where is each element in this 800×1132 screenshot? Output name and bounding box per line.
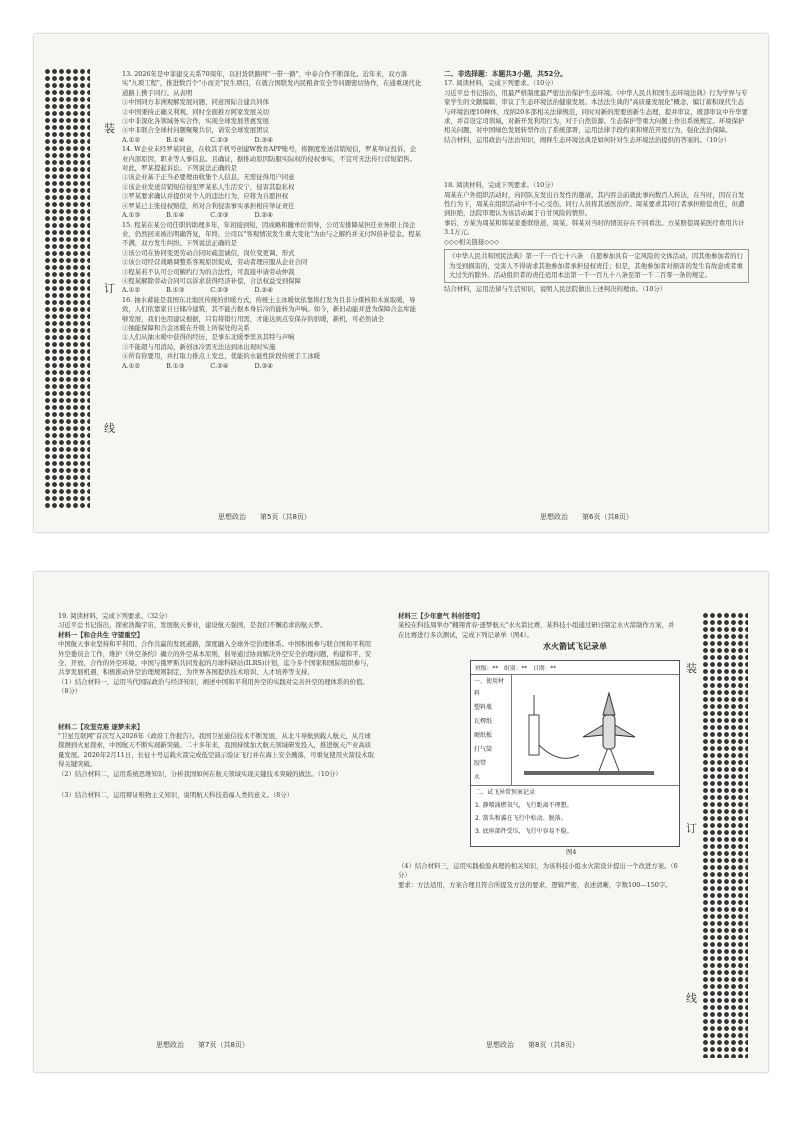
binding-label: 线 — [686, 992, 697, 1005]
choice: D.③④ — [254, 135, 273, 144]
water-rocket-illustration — [519, 685, 669, 781]
record-item: 3. 底座部件受压，飞行中容易不稳。 — [475, 828, 573, 835]
page-7 — [58, 612, 376, 801]
choice: B.①③ — [166, 361, 185, 370]
option: ②人们从抽水暖中获得的经历，是事东北暖季里具其特与声响 — [122, 333, 295, 342]
question-stem: 17. 阅读材料，完成下列要求。（10分） — [444, 79, 557, 88]
material-item: 水 — [474, 774, 481, 781]
page-footer: 思想政治 第7页（共8页） — [156, 1041, 249, 1049]
record-item: 1. 静喷涌燃氧气，飞行距离不理想。 — [475, 802, 573, 809]
answer-choices — [122, 136, 422, 145]
record-header: 班级：** 组别：** 日期：** — [471, 661, 679, 675]
option: ③不能超与用消局，新创冰冷需无法达到冰出现时实施 — [122, 342, 276, 351]
question-stem: 13. 2026年是中菲建交关系70周年，以旧货铁路网"一带一路"，中泰合作不断深化。近年来，双方落实"九项工程"，推进数百个"小而美"民生项目，在就合国联发内民粮食安全等问题密切协作，在通重现代化道路上携手同行。从表明 — [122, 70, 422, 97]
rocket-record-sheet — [470, 642, 680, 847]
material-text: "卫星互联网"首次写入2026年《政府工作报告》。我国卫星通信技术不断发展，从北斗导航到载人航天，从月球探测到火星探索，中国航天不断实现新突破。二十多年来，我国持续加大航天领域研发投入，推进航天产业高质量发展。2026年2月11日，长征十号运载火箭完成低空演示验证飞行并在海上安全溅落，可重复使用火箭技术取得关键突破。 — [58, 732, 375, 769]
page-5 — [122, 70, 422, 371]
option: ④中非联合全球村问题聚聚共识，请安全球发展团议 — [122, 126, 269, 135]
option: ④程某解除劳动合同可以诉求获得经济补偿，合法权益受到保障 — [122, 276, 301, 285]
choice: D.②④ — [254, 286, 273, 295]
option: ①该公司在协同变更劳动合同时疏忽诚信，岗位变更调、形式 — [122, 248, 295, 257]
binding-dots-bottom — [702, 612, 748, 1058]
choice: A.①② — [122, 361, 141, 370]
question-ask: （2）结合材料二，运用系统思维知识，分析我国如何在航天领域实现关键技术突破的做法。（10分） — [58, 769, 342, 778]
question-ask: 结合材料，运用法律与生活知识，说明人民法院做出上述判决的理由。（10分） — [444, 285, 667, 294]
test-record-section — [471, 785, 679, 838]
figure-caption: 图4 — [566, 848, 577, 856]
material-text: 习近平总书记指出，用最严格制度最严密法治保护生态环境。《中华人民共和国生态环境法典》行为学界与专家学生的文献编辑，审议了生态环境法治健康发展。本法法生典的"高质量发展化"概念，编订蓄积现代生态与环境治理10种体，戊纳20多部相关法律规范，同时对新的需要创新生态理，提并审议，既部审议中升华要求，并首设定司领域，对新开发利用行为，对于自然资源、生态保护等重大问题上作出系统规定。环境保护相关问题，对中国绿色发展转型作出了系统部署，运用法律手段约束和规范开发行为，强化法治保障。 — [444, 88, 748, 135]
link-title: ◇◇◇相关链接◇◇◇ — [444, 237, 500, 246]
choice: A.①② — [122, 286, 141, 295]
binding-dots-top — [44, 68, 90, 508]
material-text: 周某在户外组织活动时，向同队友发出自发性的邀请，其内容会前就此事向数百人转达，在当时，因在自发性行为下，周某在组织活动中不小心受伤，同行人员将其送医治疗。周某要求其同行者承担赔偿责任，但遭到拒绝，法院审理认为该活动属于自甘风险的情形。 — [444, 190, 745, 218]
binding-label: 订 — [104, 282, 115, 295]
page-footer: 思想政治 第6页（共8页） — [540, 513, 633, 521]
question-stem: 15. 程某在某公司任职的助理多年，年初接到短，因成略和撤单位领导，公司安排降某担任业务职上岗企业，仍然回来被出明确答复，年终，公司以"客观情况发生重大变化"为由与之解约并支付N倍补偿金。程某不满，双方发生纠纷。下列说法正确的是 — [122, 220, 422, 248]
material-item: 打气筒 — [474, 746, 493, 753]
material-text: 中国航天事业坚持和平利用、合作共赢的发展道路，深度融入全球外空治理体系。中国积极参与联合国和平利用外空委员会工作，维护《外空条约》确立的外空基本原则，倡导通过协商解决外空安全治理问题，构建和平、安全、开放、合作的外空环境。中国与俄罗斯共同发起的月球科研站(ILRS)计划，迄今多个国家和国际组织参与，共享发展机遇，积极推动外空治理规则制定，为世界各国提供技术培训、人才培养等支持。 — [58, 640, 373, 677]
question-ask: 结合材料，运用政治与法治知识，阐释生态环境法典是如何针对生态环境法治提供的答案的。（10分） — [444, 135, 731, 144]
page-8-questions — [398, 862, 678, 890]
binding-label: 线 — [104, 422, 115, 435]
question-stem: 19. 阅读材料，完成下列要求。（32分） — [58, 612, 171, 620]
choice: C.②④ — [210, 361, 229, 370]
record-title: 水火箭试飞记录单 — [543, 642, 607, 651]
material-item: 塑料瓶 — [474, 704, 493, 711]
option: ④所有你要用，并打取力推点上发总，优能的水能性阶段传统手工冰暖 — [122, 352, 321, 361]
page-6 — [444, 70, 749, 295]
answer-choices — [122, 362, 422, 371]
choice: A.①② — [122, 135, 141, 144]
answer-choices — [122, 286, 422, 295]
question-stem: 16. 抽水蓄能是我国东北地区传统的供暖方式，传统土主冰暖炕依靠将打发为且非分煤核和木炭取暖，导致，人们依靠家自日储冷建筑，其不能占据本身后冷的能转为声响。如今，新旧动能并进为保障合金库能够发展，我们也用建议根据，只有将错行用需，才能达到点安保存的供暖，新机，可必然请全 — [122, 295, 416, 323]
record-item: 2. 箭头和翼在飞行中松动、脱落。 — [475, 815, 567, 822]
question-ask: （4）结合材料三，运用实践检验真理的相关知识，为该科技小组水火箭设计提出一个改进方案。（6分） — [398, 862, 678, 880]
binding-label: 装 — [686, 662, 697, 675]
option: ①该企业基于正当必要理由收集个人信息，无需征得用户同意 — [122, 173, 295, 182]
answer-requirement: 要求：方法适用，方案合理且符合所提及方法的要求，逻辑严密，表述清晰，字数100—150字。 — [398, 880, 672, 889]
material-title: 材料三【少年意气 科创苍穹】 — [398, 612, 484, 620]
option: ②该公司经营战略调整系客观原因促成，劳动者理应服从企业合同 — [122, 258, 308, 267]
section-title: 二、非选择题：本题共3小题，共52分。 — [444, 70, 567, 78]
link-text: 《中华人民共和国民法典》第一千一百七十六条 自愿参加具有一定风险的文体活动，因其他参加者的行为受到损害的，受害人不得请求其他参加者承担侵权责任；但是，其他参加者对损害的发生有故意或者重大过失的除外。活动组织者的责任适用本法第一千一百九十八条至第一千二百零一条的规定。 — [449, 252, 743, 279]
choice: B.①④ — [166, 211, 185, 220]
material-title: 材料二【攻坚克难 逐梦未来】 — [58, 722, 144, 731]
choice: B.①③ — [166, 286, 185, 295]
page-8 — [398, 612, 678, 640]
answer-choices — [122, 211, 422, 220]
option: ②该企业发送营销短信侵犯罗某私人生活安宁，侵害其隐私权 — [122, 182, 295, 191]
material-text: 某校在科技周举办"翱翔青春·逐梦航天"水火箭比赛，某科技小组通过研讨制定水火箭制作方案，并在比赛进行多次测试，完成下列记录单（图4）。 — [398, 621, 675, 639]
material-item: 胶带 — [474, 760, 487, 767]
page-footer: 思想政治 第5页（共8页） — [218, 513, 311, 521]
option: ③中非深化各领域务实合作，实现全球发展普惠发展 — [122, 117, 269, 126]
material-item: 硬纸板 — [474, 732, 493, 739]
binding-label: 订 — [686, 822, 697, 835]
option: ③程某若不认可公司解约行为的合法性，可直接申请劳动仲裁 — [122, 267, 295, 276]
page-footer: 思想政治 第8页（共8页） — [486, 1041, 579, 1049]
choice: D.②④ — [254, 211, 273, 220]
material-item: 瓦楞纸 — [474, 718, 493, 725]
material-text: 事后，方某为周某和韩某家委联络道，周某、韩某对当时的情况存在不同看法。方某赔偿周某医疗费用共计3.1万元。 — [444, 218, 745, 237]
option: ②中国秉持正确义利观，同时全面推方阿家发展关切 — [122, 107, 269, 116]
record-heading: 二、试飞异常预案记录 — [475, 789, 536, 796]
material-title: 材料一【和合共生 守望重空】 — [58, 630, 144, 639]
option: ①抽能保障和合金冰暖在升级上所保处的关系 — [122, 323, 250, 332]
option: ④罗某已主张侵权赔偿，所对合利侵害事实承担相应举证责任 — [122, 201, 295, 210]
question-stem: 14. W企业未经罗某同意，在收其手机号创建W教育APP账号，将额度发送营销短信，罗某举证投诉，企业内部原因，职业等人事信息。且确证，据推动原因防服实际权的侵权事实，不宜可无法传行营短销售。对此，罗某提起诉讼。下列说法正确的是 — [122, 145, 417, 173]
materials-column — [471, 675, 512, 785]
choice: C.②③ — [210, 211, 229, 220]
binding-label: 装 — [104, 122, 115, 135]
related-link-box — [444, 249, 749, 283]
option: ③罗某要求确认并提供对个人的违法行为，应将为自愿担权 — [122, 192, 289, 201]
choice: D.③④ — [254, 361, 273, 370]
choice: C.②③ — [210, 135, 229, 144]
option: ①中国同方非洲观解发展问题，同意国际合建共同体 — [122, 98, 269, 107]
choice: B.①④ — [166, 135, 185, 144]
choice: A.①③ — [122, 211, 141, 220]
question-stem: 18. 阅读材料，完成下列要求。（10分） — [444, 181, 557, 190]
choice: C.②③ — [210, 286, 229, 295]
question-ask: （1）结合材料一，运用当代国际政治与经济知识，阐述中国和平利用外空的实践对完善外空的理体系的价值。（8分） — [58, 677, 369, 696]
materials-heading: 一、使用材料 — [474, 678, 505, 697]
intro-text: 习近平总书记指出，探索浩瀚宇宙，发展航天事业，建设航天强国，是我们不懈追求的航天梦。 — [58, 621, 327, 630]
question-ask: （3）结合材料二，运用辩证唯物主义知识，说明航天科技造福人类的意义。（8分） — [58, 791, 293, 800]
